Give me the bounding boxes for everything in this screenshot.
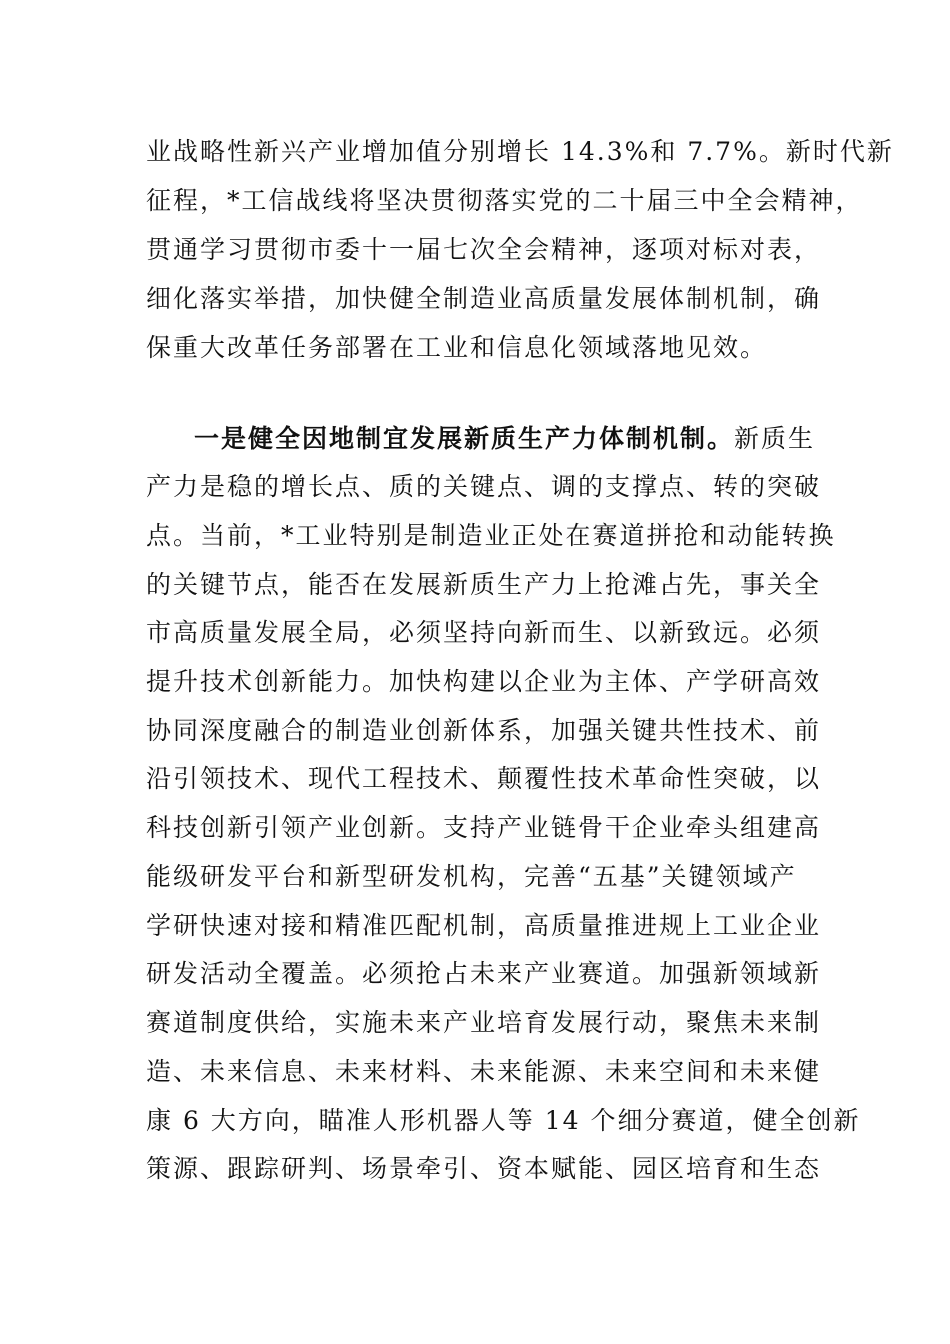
paragraph2-line-9: 科技创新引领产业创新。支持产业链骨干企业牵头组建高 bbox=[146, 813, 822, 842]
paragraph2-line-6: 提升技术创新能力。加快构建以企业为主体、产学研高效 bbox=[146, 667, 822, 696]
paragraph2-line-15: 康 6 大方向，瞄准人形机器人等 14 个细分赛道，健全创新 bbox=[146, 1106, 861, 1135]
paragraph1-line-5: 保重大改革任务部署在工业和信息化领域落地见效。 bbox=[146, 333, 768, 362]
paragraph2-heading: 一是健全因地制宜发展新质生产力体制机制。 bbox=[194, 424, 735, 453]
paragraph1-line-1: 业战略性新兴产业增加值分别增长 14.3%和 7.7%。新时代新 bbox=[146, 137, 894, 166]
paragraph1-line-3: 贯通学习贯彻市委十一届七次全会精神，逐项对标对表， bbox=[146, 235, 822, 264]
paragraph2-line-14: 造、未来信息、未来材料、未来能源、未来空间和未来健 bbox=[146, 1057, 822, 1086]
paragraph2-first-line-rest: 新质生 bbox=[734, 424, 816, 453]
paragraph2-line-13: 赛道制度供给，实施未来产业培育发展行动，聚焦未来制 bbox=[146, 1008, 822, 1037]
paragraph2-line-8: 沿引领技术、现代工程技术、颠覆性技术革命性突破，以 bbox=[146, 764, 822, 793]
paragraph1-line-4: 细化落实举措，加快健全制造业高质量发展体制机制，确 bbox=[146, 284, 822, 313]
paragraph2-line-11: 学研快速对接和精准匹配机制，高质量推进规上工业企业 bbox=[146, 911, 822, 940]
paragraph2-line-4: 的关键节点，能否在发展新质生产力上抢滩占先，事关全 bbox=[146, 570, 822, 599]
paragraph2-line-12: 研发活动全覆盖。必须抢占未来产业赛道。加强新领域新 bbox=[146, 959, 822, 988]
paragraph2-line-2: 产力是稳的增长点、质的关键点、调的支撑点、转的突破 bbox=[146, 472, 822, 501]
paragraph2-first-line bbox=[194, 419, 894, 459]
paragraph1-line-2: 征程，*工信战线将坚决贯彻落实党的二十届三中全会精神， bbox=[146, 186, 863, 215]
paragraph2-line-3: 点。当前，*工业特别是制造业正处在赛道拼抢和动能转换 bbox=[146, 521, 836, 550]
paragraph2-line-7: 协同深度融合的制造业创新体系，加强关键共性技术、前 bbox=[146, 716, 822, 745]
paragraph2-line-10: 能级研发平台和新型研发机构，完善“五基”关键领域产 bbox=[146, 862, 797, 891]
paragraph2-line-16: 策源、跟踪研判、场景牵引、资本赋能、园区培育和生态 bbox=[146, 1154, 822, 1183]
paragraph2-line-5: 市高质量发展全局，必须坚持向新而生、以新致远。必须 bbox=[146, 618, 822, 647]
